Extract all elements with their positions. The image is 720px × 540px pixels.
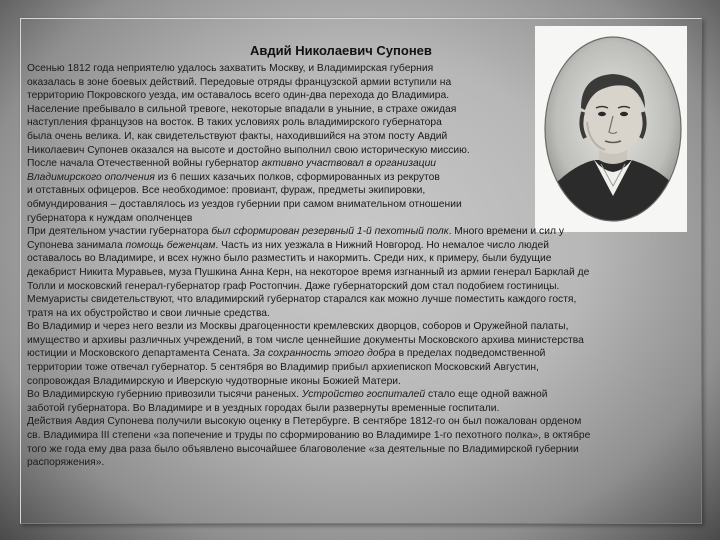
text-segment: св. Владимира III степени «за попечение и труды по сформированию во Владимире 1-го пехотного полка», в октябре <box>27 430 591 442</box>
text-line <box>27 144 695 158</box>
text-line <box>27 116 695 130</box>
text-line <box>27 415 695 429</box>
text-segment: При деятельном участии губернатора <box>27 226 212 238</box>
text-segment: Мемуаристы свидетельствуют, что владимирский губернатор старался как можно лучше поместить каждого гостя, <box>27 294 577 306</box>
text-segment: Во Владимирскую губернию привозили тысячи раненых. <box>27 389 302 401</box>
emphasis-text: помощь беженцам <box>125 239 216 251</box>
text-segment: наступления французов на восток. В таких условиях роль владимирского губернатора <box>27 117 442 129</box>
text-segment: территории тоже отвечал губернатор. 5 сентября во Владимир прибыл архиепископ Московский Августин, <box>27 362 539 374</box>
text-line <box>27 184 695 198</box>
emphasis-text: Владимирского ополчения <box>27 171 155 183</box>
text-segment: распоряжения». <box>27 457 105 469</box>
text-segment: территорию Покровского уезда, им оставалось всего один-два перехода до Владимира. <box>27 90 450 102</box>
text-line <box>27 89 695 103</box>
text-line <box>27 239 695 253</box>
emphasis-text: был сформирован резервный 1-й пехотный полк <box>211 226 449 238</box>
text-line <box>27 280 695 294</box>
text-segment: Николаевич Супонев оказался на высоте и достойно выполнил свою историческую миссию. <box>27 144 470 156</box>
text-line <box>27 443 695 457</box>
text-line <box>27 307 695 321</box>
text-line <box>27 266 695 280</box>
text-segment: сопровождая Владимирскую и Иверскую чудотворные иконы Божией Матери. <box>27 375 401 387</box>
text-line <box>27 62 695 76</box>
text-segment: . Много времени и сил у <box>448 226 564 238</box>
text-line <box>27 212 695 226</box>
page-title: Авдий Николаевич Супонев <box>250 43 432 58</box>
text-line <box>27 347 695 361</box>
text-segment: декабрист Никита Муравьев, муза Пушкина Анна Керн, на некоторое время изгнанный из армии генерал Барклай де <box>27 266 590 278</box>
text-segment: . Часть из них уезжала в Нижний Новгород. Но немалое число людей <box>215 239 550 251</box>
text-segment: обмундирования – доставлялось из уездов губернии при самом внимательном отношении <box>27 198 462 210</box>
text-segment: заботой губернатора. Во Владимире и в уездных городах были развернуты временные госпитали. <box>27 402 500 414</box>
text-line <box>27 334 695 348</box>
emphasis-text: Устройство госпиталей <box>301 389 426 401</box>
text-segment: губернатора к нуждам ополченцев <box>27 212 193 224</box>
text-segment: тратя на их обустройство и свои личные средства. <box>27 307 270 319</box>
text-line <box>27 252 695 266</box>
text-segment: в пределах подведомственной <box>395 348 546 360</box>
text-segment: оказалась в зоне боевых действий. Передовые отряды французской армии вступили на <box>27 76 452 88</box>
text-line <box>27 225 695 239</box>
text-line <box>27 429 695 443</box>
emphasis-text: активно участвовал в организации <box>261 158 437 170</box>
text-segment: оставалось во Владимире, и всех нужно было разместить и накормить. Среди них, к примеру, были будущие <box>27 253 552 265</box>
text-segment: юстиции и Московского департамента Сената. <box>27 348 254 360</box>
text-line <box>27 388 695 402</box>
text-line <box>27 361 695 375</box>
text-line <box>27 402 695 416</box>
text-segment: из 6 пеших казачьих полков, сформированных из рекрутов <box>154 171 440 183</box>
text-line <box>27 293 695 307</box>
text-segment: Во Владимир и через него везли из Москвы драгоценности кремлевских дворцов, соборов и Оружейной палаты, <box>27 321 569 333</box>
text-line <box>27 171 695 185</box>
text-segment: и отставных офицеров. Все необходимое: провиант, фураж, предметы экипировки, <box>27 185 426 197</box>
text-segment: того же года ему два раза было объявлено высочайшее благоволение «за деятельные по Владимирской губернии <box>27 443 579 455</box>
text-segment: стало еще одной важной <box>425 389 548 401</box>
text-segment: После начала Отечественной войны губернатор <box>27 158 262 170</box>
text-line <box>27 456 695 470</box>
text-line <box>27 130 695 144</box>
text-line <box>27 76 695 90</box>
text-segment: Население пребывало в сильной тревоге, некоторые впадали в уныние, в страхе ожидая <box>27 103 457 115</box>
text-segment: Супонева занимала <box>27 239 126 251</box>
text-segment: Действия Авдия Супонева получили высокую оценку в Петербурге. В сентябре 1812-го он был пожалован орденом <box>27 416 582 428</box>
text-segment: Толли и московский генерал-губернатор граф Ростопчин. Даже губернаторский дом стал подобием гостиницы. <box>27 280 560 292</box>
text-line <box>27 375 695 389</box>
text-line <box>27 198 695 212</box>
text-line <box>27 157 695 171</box>
text-line <box>27 103 695 117</box>
body-text <box>27 62 695 470</box>
text-line <box>27 320 695 334</box>
text-segment: имущество и архивы различных учреждений, в том числе ценнейшие документы Московского архива министерства <box>27 334 584 346</box>
text-segment: Осенью 1812 года неприятелю удалось захватить Москву, и Владимирская губерния <box>27 63 434 74</box>
emphasis-text: За сохранность этого добра <box>253 348 396 360</box>
text-segment: была очень велика. И, как свидетельствуют факты, находившийся на этом посту Авдий <box>27 130 448 142</box>
